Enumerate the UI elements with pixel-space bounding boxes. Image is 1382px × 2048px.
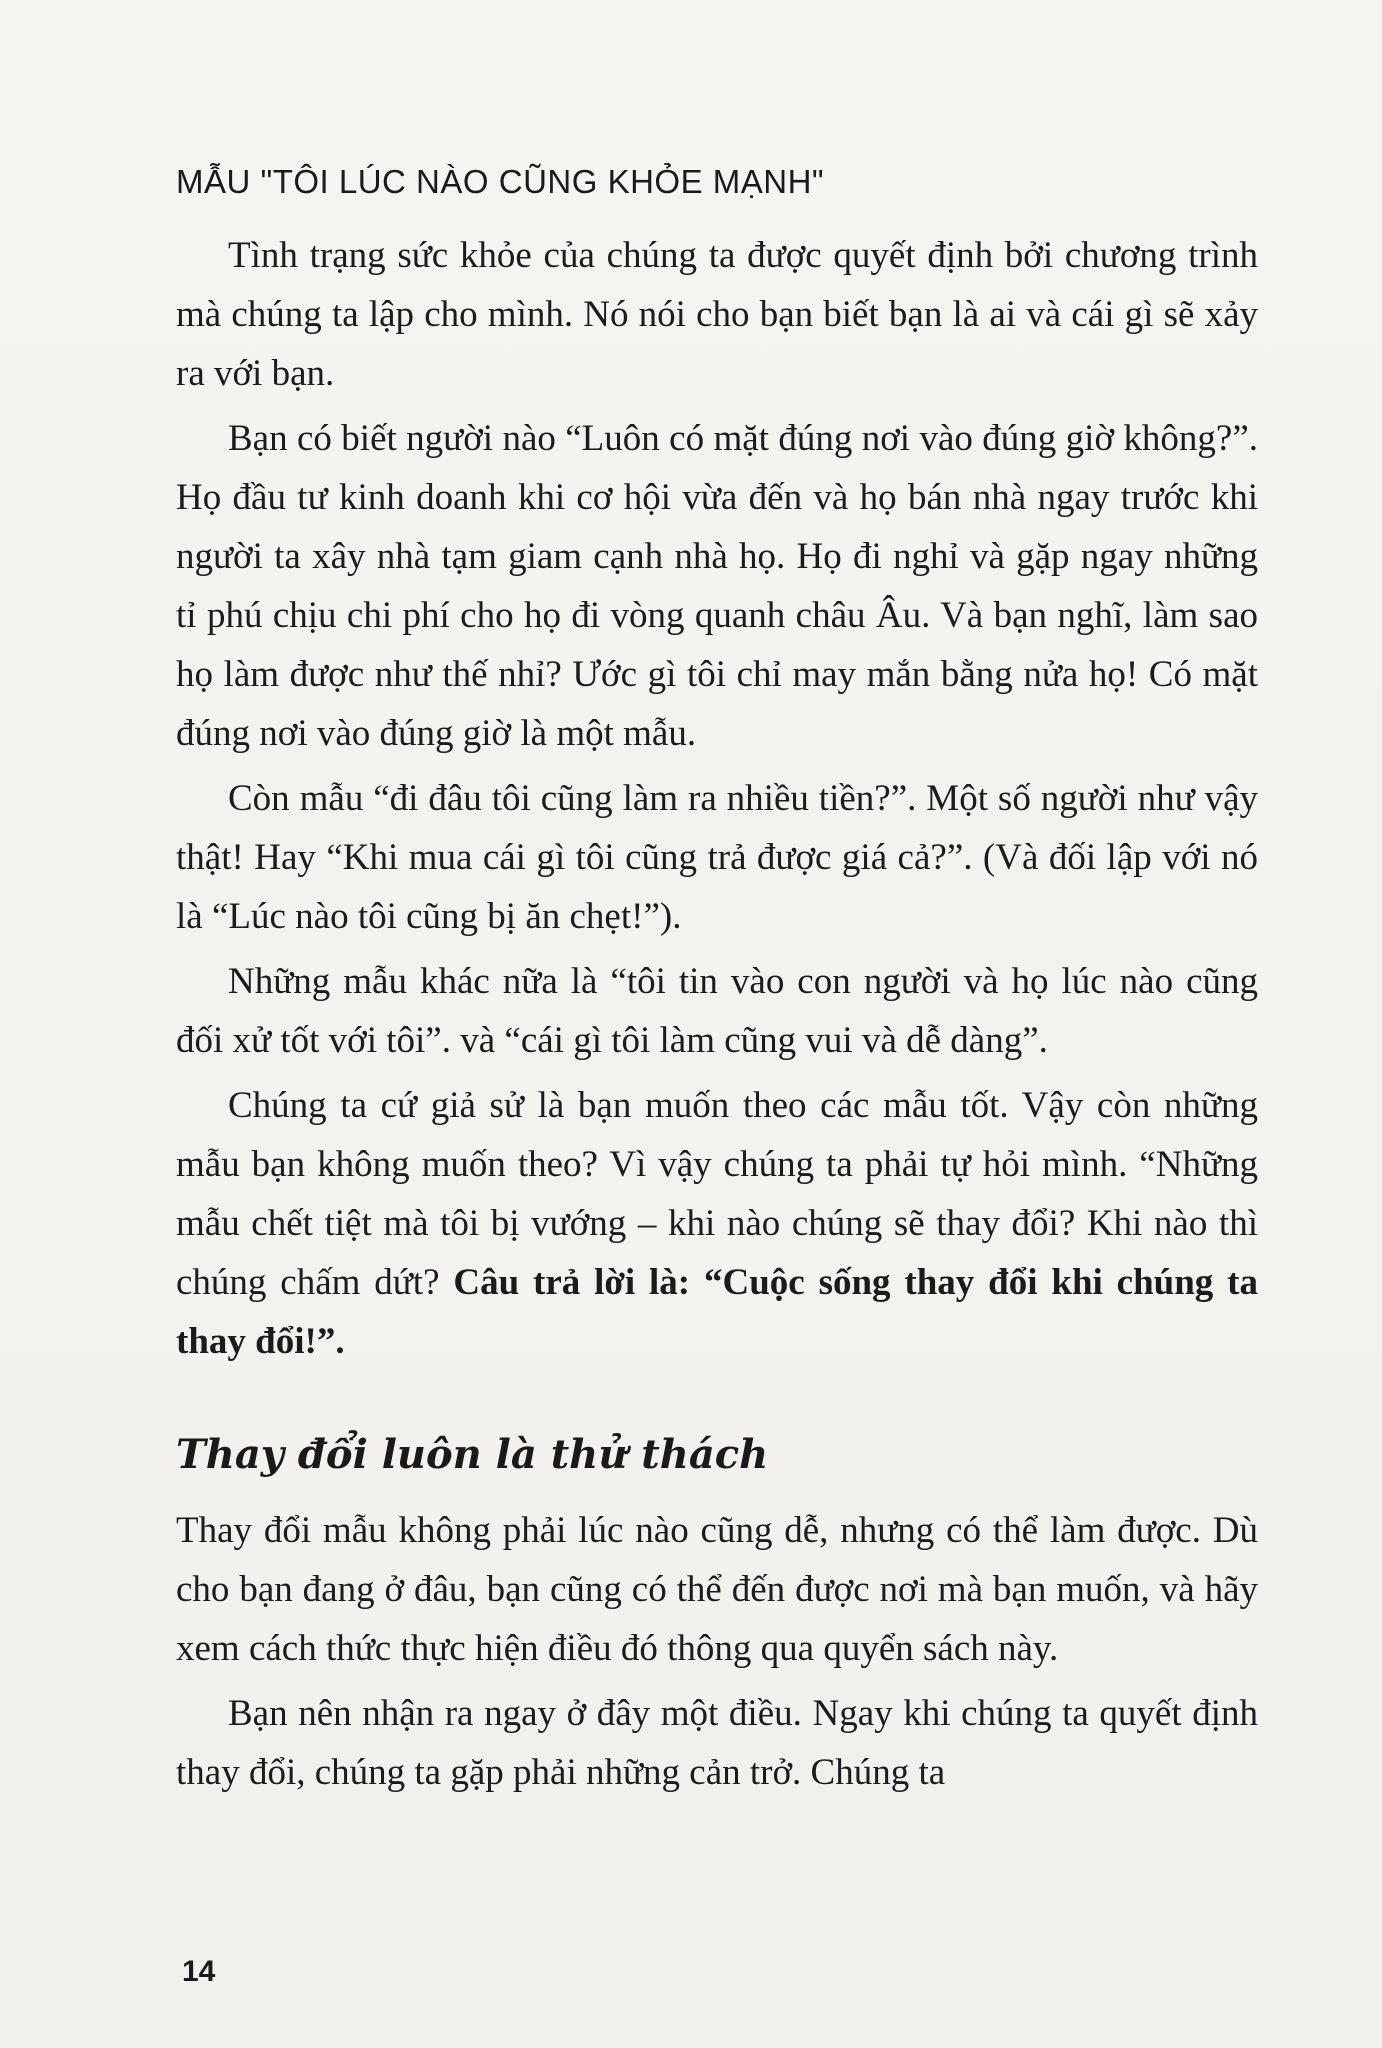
section-paragraph-2: Bạn nên nhận ra ngay ở đây một điều. Ngay khi chúng ta quyết định thay đổi, chúng ta gặp phải những cản trở. Chúng ta	[176, 1693, 1258, 1793]
paragraph-1: Tình trạng sức khỏe của chúng ta được quyết định bởi chương trình mà chúng ta lập cho mình. Nó nói cho bạn biết bạn là ai và cái gì sẽ xảy ra với bạn.	[176, 235, 1258, 394]
paragraph-5	[176, 1076, 1258, 1371]
page-content	[176, 160, 1258, 1808]
subsection-heading: MẪU "TÔI LÚC NÀO CŨNG KHỎE MẠNH"	[176, 163, 825, 200]
section-paragraph-1: Thay đổi mẫu không phải lúc nào cũng dễ, nhưng có thể làm được. Dù cho bạn đang ở đâu, bạn cũng có thể đến được nơi mà bạn muốn, và hãy xem cách thức thực hiện điều đó thông qua quyển sách này.	[176, 1510, 1258, 1669]
paragraph-2: Bạn có biết người nào “Luôn có mặt đúng nơi vào đúng giờ không?”. Họ đầu tư kinh doanh khi cơ hội vừa đến và họ bán nhà ngay trước khi người ta xây nhà tạm giam cạnh nhà họ. Họ đi nghỉ và gặp ngay những tỉ phú chịu chi phí cho họ đi vòng quanh châu Âu. Và bạn nghĩ, làm sao họ làm được như thế nhỉ? Ước gì tôi chỉ may mắn bằng nửa họ! Có mặt đúng nơi vào đúng giờ là một mẫu.	[176, 418, 1258, 754]
section-title: Thay đổi luôn là thử thách	[176, 1431, 769, 1478]
paragraph-5-bold-text: Câu trả lời là: “Cuộc sống thay đổi khi chúng ta thay đổi!”.	[176, 1262, 1258, 1362]
paragraph-5-text: Chúng ta cứ giả sử là bạn muốn theo các mẫu tốt. Vậy còn những mẫu bạn không muốn theo? Vì vậy chúng ta phải tự hỏi mình. “Những mẫu chết tiệt mà tôi bị vướng – khi nào chúng sẽ thay đổi? Khi nào thì chúng chấm dứt?	[176, 1085, 1258, 1303]
paragraph-4: Những mẫu khác nữa là “tôi tin vào con người và họ lúc nào cũng đối xử tốt với tôi”. và “cái gì tôi làm cũng vui và dễ dàng”.	[176, 961, 1258, 1061]
page-number: 14	[182, 1955, 216, 1988]
paragraph-3: Còn mẫu “đi đâu tôi cũng làm ra nhiều tiền?”. Một số người như vậy thật! Hay “Khi mua cái gì tôi cũng trả được giá cả?”. (Và đối lập với nó là “Lúc nào tôi cũng bị ăn chẹt!”).	[176, 778, 1258, 937]
